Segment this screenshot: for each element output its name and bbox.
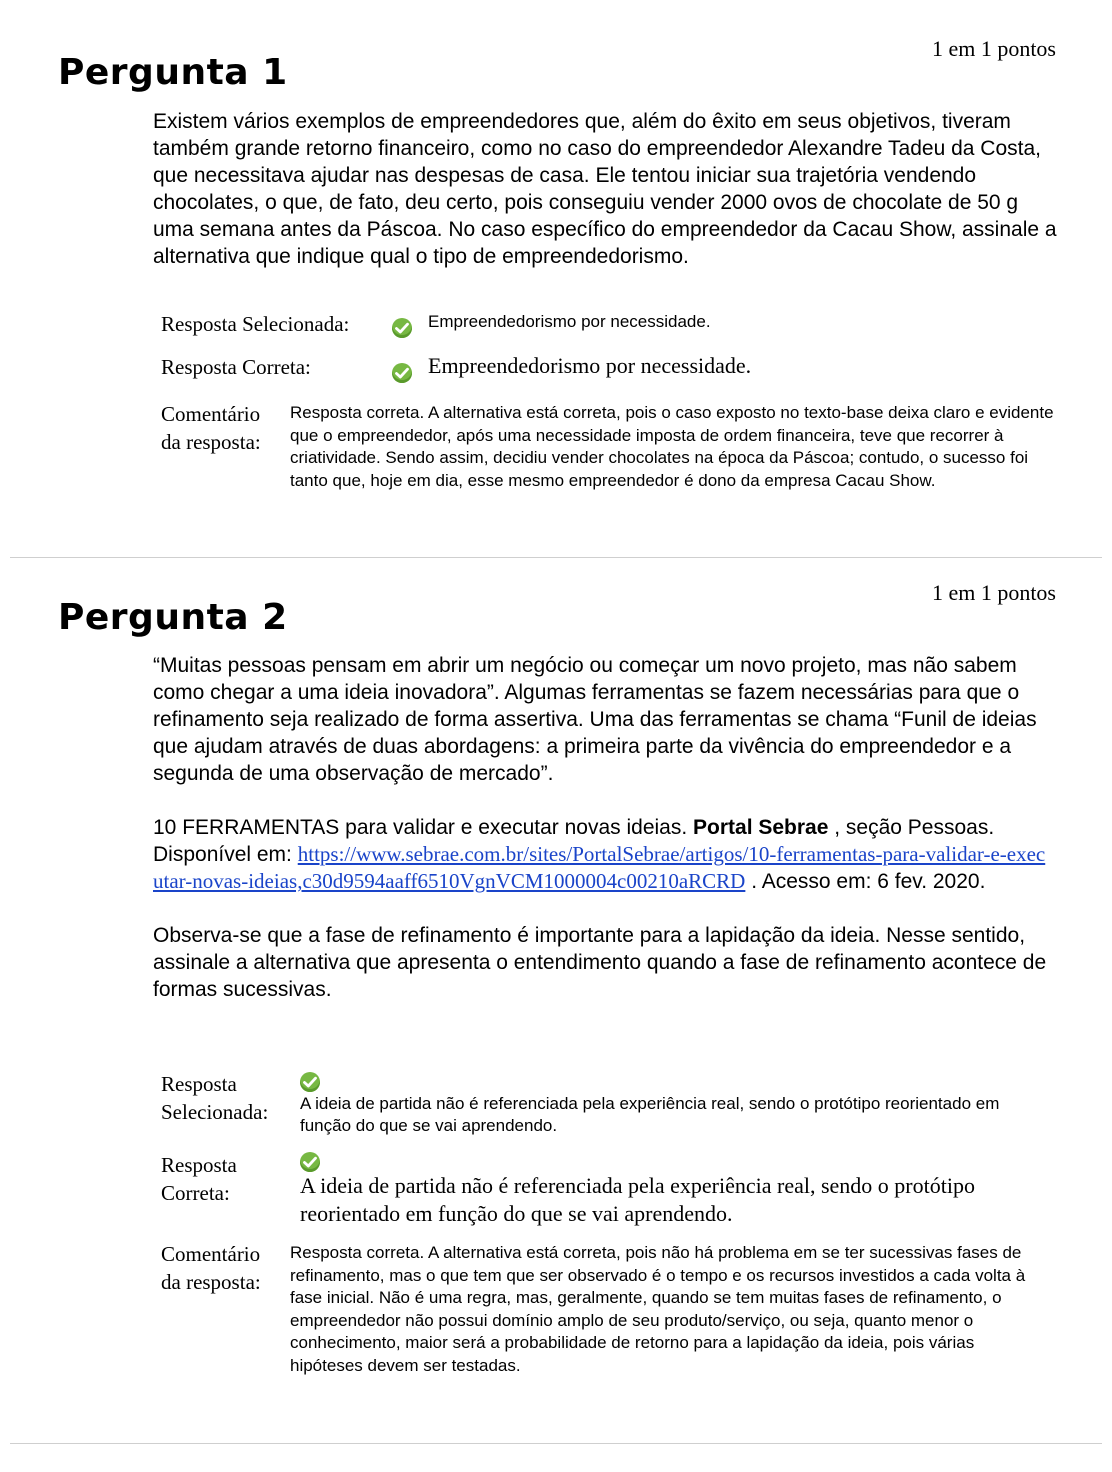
comment-text: Resposta correta. A alternativa está correta, pois o caso exposto no texto-base deixa claro e evidente que o empreendedor, após uma necessidade imposta de ordem financeira, teve que recorrer à criatividade. Sendo assim, decidiu vender chocolates na época da Páscoa; contudo, o sucesso foi tanto que, hoje em dia, esse mesmo empreendedor é dono da empresa Cacau Show. [290, 403, 1054, 490]
comment-text: Resposta correta. A alternativa está correta, pois não há problema em se ter sucessivas fases de refinamento, mas o que tem que ser observado é o tempo e os recursos investidos a cada volta à fase inicial. Não é uma regra, mas, geralmente, quando se tem muitas fases de refinamento, o empreendedor não possui domínio amplo de seu produto/serviço, ou seja, quanto menor o conhecimento, maior será a probabilidade de retorno para a lapidação da ideia, pois várias hipóteses devem ser testadas. [290, 1243, 1026, 1375]
question-score: 1 em 1 pontos [931, 36, 1056, 61]
label-line: Selecionada: [161, 1100, 269, 1124]
question-paragraph: Observa-se que a fase de refinamento é importante para a lapidação da ideia. Nesse sentido, assinale a alternativa que apresenta o entendimento quando a fase de refinamento acontece de formas sucessivas. [153, 924, 1047, 1001]
reference-link[interactable]: https://www.sebrae.com.br/sites/PortalSebrae/artigos/10-ferramentas-para-validar-e-executar-novas-ideias,c30d9594aaff6510VgnVCM1000004c00210aRCRD [153, 842, 1046, 893]
comment-label [161, 1240, 261, 1296]
correct-check-icon [300, 1152, 320, 1172]
selected-answer-label [161, 1070, 268, 1126]
label-line: Resposta [161, 1072, 237, 1096]
correct-answer-text: A ideia de partida não é referenciada pela experiência real, sendo o protótipo reorientado em função do que se vai aprendendo. [300, 1173, 975, 1226]
question-title: Pergunta 1 [58, 52, 288, 93]
question-divider [10, 557, 1102, 558]
selected-answer-text: A ideia de partida não é referenciada pela experiência real, sendo o protótipo reorientado em função do que se vai aprendendo. [300, 1094, 1000, 1135]
comment-label-line: da resposta: [161, 1270, 261, 1294]
reference-title: 10 FERRAMENTAS para validar e executar novas ideias. [153, 816, 694, 839]
correct-check-icon [300, 1072, 320, 1092]
comment-label-line: Comentário [161, 402, 261, 426]
reference-source: Portal Sebrae [693, 816, 829, 839]
selected-answer-text: Empreendedorismo por necessidade. [428, 312, 711, 331]
comment-label-line: da resposta: [161, 430, 261, 454]
correct-answer-text: Empreendedorismo por necessidade. [428, 353, 752, 378]
comment-label [161, 400, 261, 456]
reference-section: , seção Pessoas. Disponível em: [153, 816, 995, 866]
question-score: 1 em 1 pontos [931, 580, 1056, 605]
comment-label-line: Comentário [161, 1242, 261, 1266]
question-title: Pergunta 2 [58, 597, 288, 638]
reference-access-date: . Acesso em: 6 fev. 2020. [745, 870, 986, 893]
correct-answer-label [161, 1151, 237, 1207]
label-line: Resposta [161, 1153, 237, 1177]
question-paragraph: Existem vários exemplos de empreendedores que, além do êxito em seus objetivos, tiveram também grande retorno financeiro, como no caso do empreendedor Alexandre Tadeu da Costa, que necessitava ajudar nas despesas de casa. Ele tentou iniciar sua trajetória vendendo chocolates, o que, de fato, deu certo, pois conseguiu vender 2000 ovos de chocolate de 50 g uma semana antes da Páscoa. No caso específico do empreendedor da Cacau Show, assinale a alternativa que indique qual o tipo de empreendedorismo. [153, 110, 1057, 268]
label-line: Correta: [161, 1181, 230, 1205]
reference-paragraph [153, 814, 1048, 895]
question-text [153, 108, 1058, 270]
correct-check-icon [392, 318, 412, 338]
selected-answer-label: Resposta Selecionada: [161, 312, 350, 336]
question-text [153, 652, 1048, 1003]
correct-check-icon [392, 363, 412, 383]
question-paragraph: “Muitas pessoas pensam em abrir um negócio ou começar um novo projeto, mas não sabem como chegar a uma ideia inovadora”. Algumas ferramentas se fazem necessárias para que o refinamento seja realizado de forma assertiva. Uma das ferramentas se chama “Funil de ideias que ajudam através de duas abordagens: a primeira parte da vivência do empreendedor e a segunda de uma observação de mercado”. [153, 654, 1037, 785]
question-divider [10, 1443, 1102, 1444]
correct-answer-label: Resposta Correta: [161, 355, 311, 379]
